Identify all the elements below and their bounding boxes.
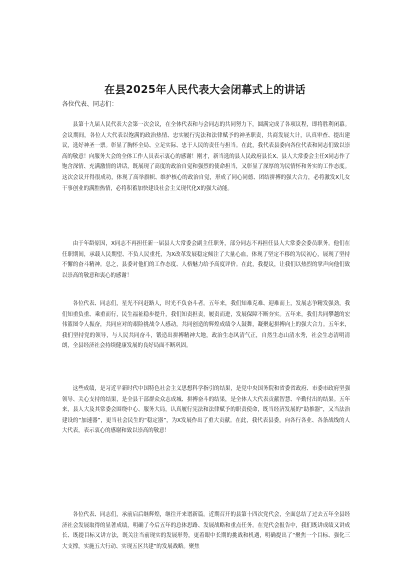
paragraph-2: 由于年龄原因，X同志不再担任新一届县人大常委会副主任职务，部分同志不再担任县人大常委会委员职务。他们在任职期间，承载人民期望、不负人民重托，为X改革发展稳定倾注了大量心血，体现了坚定不移的为民初心，展现了坚持不懈的奋斗精神。总之，县委对他们的工作态度、人格魅力给予高度评价。在此，我提议，让我们以热烈的掌声向他们致以崇高的敬意和衷心的感谢！ bbox=[62, 241, 350, 279]
paragraph-1: 县第十九届人民代表大会第一次会议，在全体代表和与会同志的共同努力下，圆满完成了各项议程，即将胜利闭幕。会议期间，各位人大代表以饱满的政治热情、忠实履行宪法和法律赋予的神圣职责，共商发展大计，认真审查、提出建议，选好神圣一票。彰显了胸怀全局、立足实际、忠于人民的责任与担当。在此，我代表县委向各位代表和同志们致以崇高的敬意！向服务大会的全体工作人员表示衷心的感谢！刚才，新当选的县人民政府县长X、县人大常委会主任X同志作了饱含深情、充满激情的讲话，既展现了高度的政治自觉和强烈的使命担当，又彰显了深厚的为民情怀和务实的工作态度。这次会议开得很成功，体现了高举旗帜、维护核心的政治自觉，形成了同心同德、团结拼搏的强大合力，必将激发X儿女干事创业的满腔热情，必将积蓄加快建设社会主义现代化X的强大动能。 bbox=[62, 122, 350, 192]
paragraph-4: 这些成绩，是习近平新时代中国特色社会主义思想科学指引的结果，是党中央国务院和省委省政府、市委市政府坚强领导、关心支持的结果，是全县干部群众众志成城、拼搏奋斗的结果，是全体人大代表贡献智慧、辛勤付出的结果。五年来，县人大及其常委会围绕中心、服务大局，认真履行宪法和法律赋予的职责使命，既当经济发展的“助推器”，又当法治建设的“加速器”，更当社会民生的“稳定器”，为X发展作出了重大贡献。在此，我代表县委，向各行各业、各条战线的人大代表，表示衷心的感谢和致以崇高的敬意！ bbox=[62, 386, 350, 435]
paragraph-5: 各位代表、同志们，承前启后继辉煌，继往开来谱新篇。近期召开的县第十四次党代会，全面总结了过去五年全县经济社会发展取得的显著成绩，明确了今后五年的总体思路、发展战略和重点任务。在党代会报告中，我们既讲成绩又讲成长、既提目标又讲方法，既关注当前现实的发展形势，更着眼中长期的挑战和机遇，明确提出了“聚焦一个目标、强化三大支撑，实施五大行动、实现五区共建”的发展战略。聚焦 bbox=[62, 512, 350, 550]
document-title: 在县2025年人民代表大会闭幕式上的讲话 bbox=[104, 84, 306, 96]
paragraph-3: 各位代表、同志们，星光不问赶路人，时光不负奋斗者。五年来，我们知难克难、迎难而上，发展志争精发强劲，我们知重负重、乘重而行，民生福祉稳步提升，我们知责担责，履责而进，发展保障不断夯实。五年来，我们共同攀越的宏伟篮图令人振奋，共同应对的艰险挑战令人感动，共同创造的辉煌成绩令人鼓舞，凝聚起拼搏向上的强大合力。五年来，我们坚持党的领导，与人民共同奋斗，锻造出拼搏精神大地，政治生态风清气正，自然生态山清水秀，社会生态清明清朗，全县经济社会持续健康发展的良好局面不断巩固。 bbox=[62, 301, 350, 350]
salutation: 各位代表、同志们： bbox=[62, 101, 118, 108]
